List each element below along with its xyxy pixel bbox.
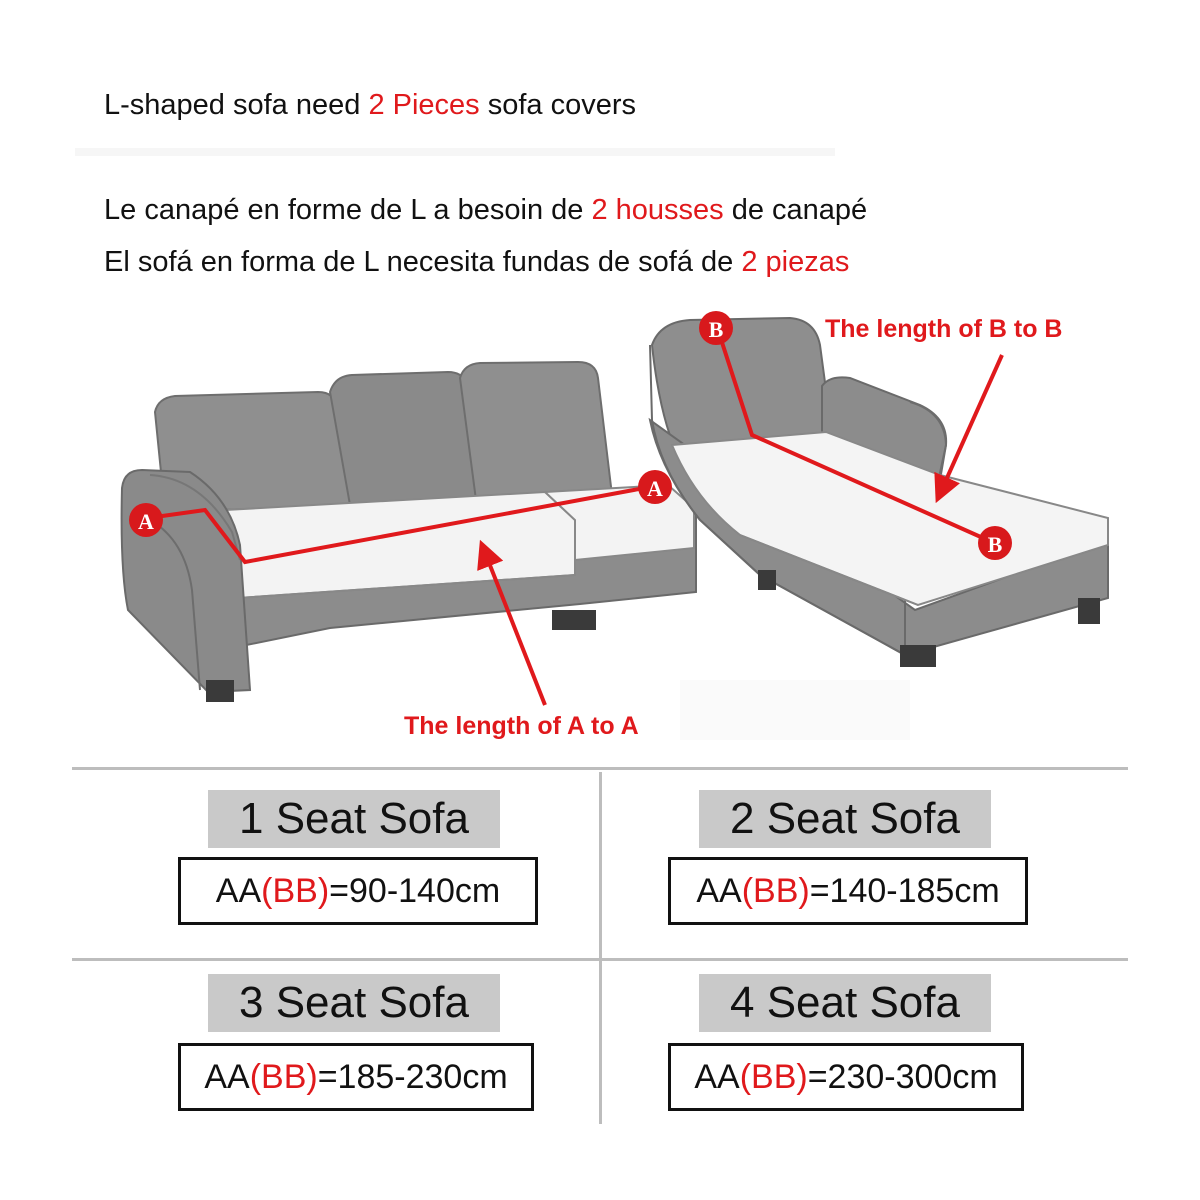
size-range-paren: (BB)	[739, 1057, 808, 1096]
size-range-paren: (BB)	[249, 1057, 318, 1096]
headline-french-post: de canapé	[723, 194, 868, 226]
size-range-2-seat	[668, 857, 1028, 925]
marker-a-left-label: A	[138, 509, 154, 534]
size-label-2-seat: 2 Seat Sofa	[699, 790, 991, 848]
headline-french	[104, 194, 867, 227]
size-range-paren: (BB)	[741, 871, 810, 910]
chaise-sofa	[650, 311, 1108, 667]
marker-b-top-label: B	[708, 317, 724, 342]
size-range-1-seat	[178, 857, 538, 925]
headline-english-highlight: 2 Pieces	[368, 89, 480, 121]
size-range-value: =185-230cm	[317, 1057, 508, 1096]
size-range-paren: (BB)	[261, 871, 330, 910]
headline-spanish-pre: El sofá en forma de L necesita fundas de sofá de	[104, 246, 742, 278]
size-range-3-seat	[178, 1043, 534, 1111]
headline-spanish-highlight: 2 piezas	[741, 246, 850, 278]
headline-english-post: sofa covers	[479, 89, 637, 121]
headline-french-highlight: 2 housses	[591, 194, 724, 226]
chaise-foot-front	[900, 645, 936, 667]
size-range-prefix: AA	[696, 871, 742, 910]
size-label-1-seat: 1 Seat Sofa	[208, 790, 500, 848]
back-cushion-middle	[330, 372, 478, 505]
size-label-3-seat: 3 Seat Sofa	[208, 974, 500, 1032]
size-range-prefix: AA	[694, 1057, 740, 1096]
callout-length-b-to-b: The length of B to B	[825, 315, 1063, 343]
headline-french-pre: Le canapé en forme de L a besoin de	[104, 194, 592, 226]
back-cushion-right	[460, 362, 612, 500]
marker-a-right-label: A	[647, 476, 663, 501]
chaise-foot-right	[1078, 598, 1100, 624]
size-range-value: =140-185cm	[809, 871, 1000, 910]
headline-english	[104, 89, 636, 122]
sofa-illustration	[0, 300, 1200, 750]
size-range-value: =90-140cm	[329, 871, 501, 910]
table-rule-vertical	[599, 772, 602, 1124]
size-range-prefix: AA	[204, 1057, 250, 1096]
chaise-foot-back	[758, 570, 776, 590]
size-label-4-seat: 4 Seat Sofa	[699, 974, 991, 1032]
marker-b-bottom-label: B	[987, 532, 1003, 557]
divider-bar	[75, 148, 835, 156]
three-seat-sofa	[122, 362, 696, 705]
bb-arrow	[938, 355, 1002, 498]
size-range-prefix: AA	[215, 871, 262, 910]
size-range-4-seat	[668, 1043, 1024, 1111]
table-rule-top	[72, 767, 1128, 770]
sofa-foot-front	[206, 680, 234, 702]
size-range-value: =230-300cm	[807, 1057, 998, 1096]
headline-english-pre: L-shaped sofa need	[104, 89, 369, 121]
sofa-foot-back	[552, 610, 596, 630]
callout-length-a-to-a: The length of A to A	[404, 712, 639, 740]
headline-spanish	[104, 246, 849, 279]
